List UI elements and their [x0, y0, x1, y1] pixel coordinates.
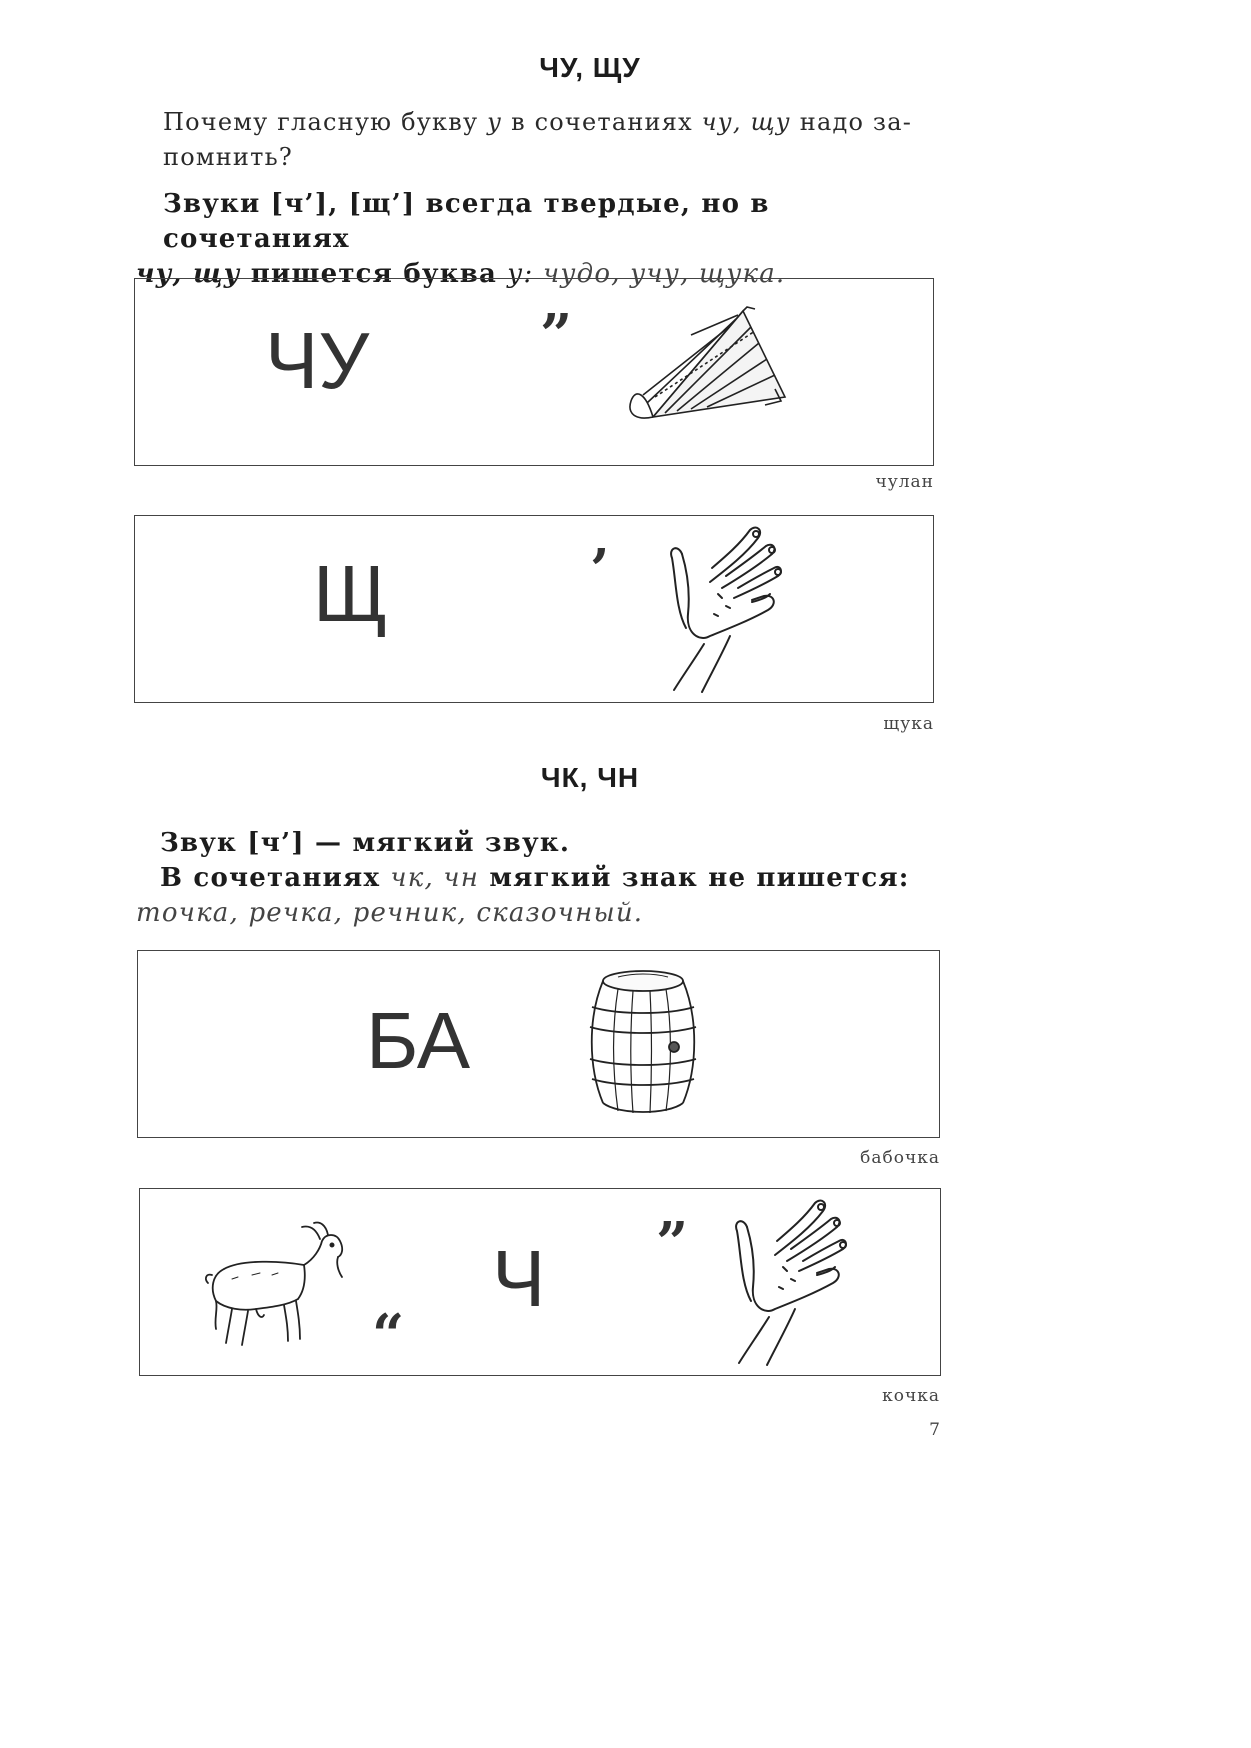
rebus-syllable: БА	[366, 996, 471, 1085]
rebus-box-kochka	[139, 1188, 941, 1376]
rebus-answer-shchuka: щука	[883, 714, 934, 734]
rebus-box-chulan	[134, 278, 934, 466]
rebus-box-shchuka	[134, 515, 934, 703]
section-heading-chu-shchu: ЧУ, ЩУ	[539, 52, 641, 83]
barrel-icon	[588, 967, 698, 1117]
rebus-letter: Ч	[492, 1234, 546, 1323]
rebus-open-quote-mark: “	[372, 1302, 405, 1368]
rebus-box-babochka	[137, 950, 940, 1138]
section-heading-chk-chn: ЧК, ЧН	[540, 762, 640, 793]
question-paragraph: Почему гласную букву у в сочетаниях чу, щу надо за- помнить?	[163, 108, 913, 171]
rebus-letter: Щ	[313, 549, 388, 638]
goat-icon	[202, 1219, 352, 1349]
rebus-comma-mark: ”	[540, 302, 573, 368]
page-number: 7	[929, 1420, 940, 1440]
rebus-syllable: ЧУ	[265, 316, 370, 405]
hand-icon	[660, 524, 820, 694]
rule-paragraph: Звуки [ч’], [щ’] всегда твердые, но в сочетаниях чу, щу пишется буква у: чудо, учу, щука.	[136, 189, 786, 289]
rebus-comma-mark: ’	[590, 537, 610, 603]
rebus-answer-babochka: бабочка	[860, 1148, 940, 1168]
rebus-answer-chulan: чулан	[875, 472, 934, 492]
rule-paragraph-2: Звук [ч’] — мягкий звук. В сочетаниях чк, чн мягкий знак не пишется: точка, речка, речник, сказочный.	[136, 828, 910, 928]
sieve-icon	[625, 305, 790, 425]
rebus-answer-kochka: кочка	[882, 1386, 940, 1406]
hand-icon	[725, 1197, 885, 1367]
rebus-comma-mark: ”	[656, 1210, 689, 1276]
